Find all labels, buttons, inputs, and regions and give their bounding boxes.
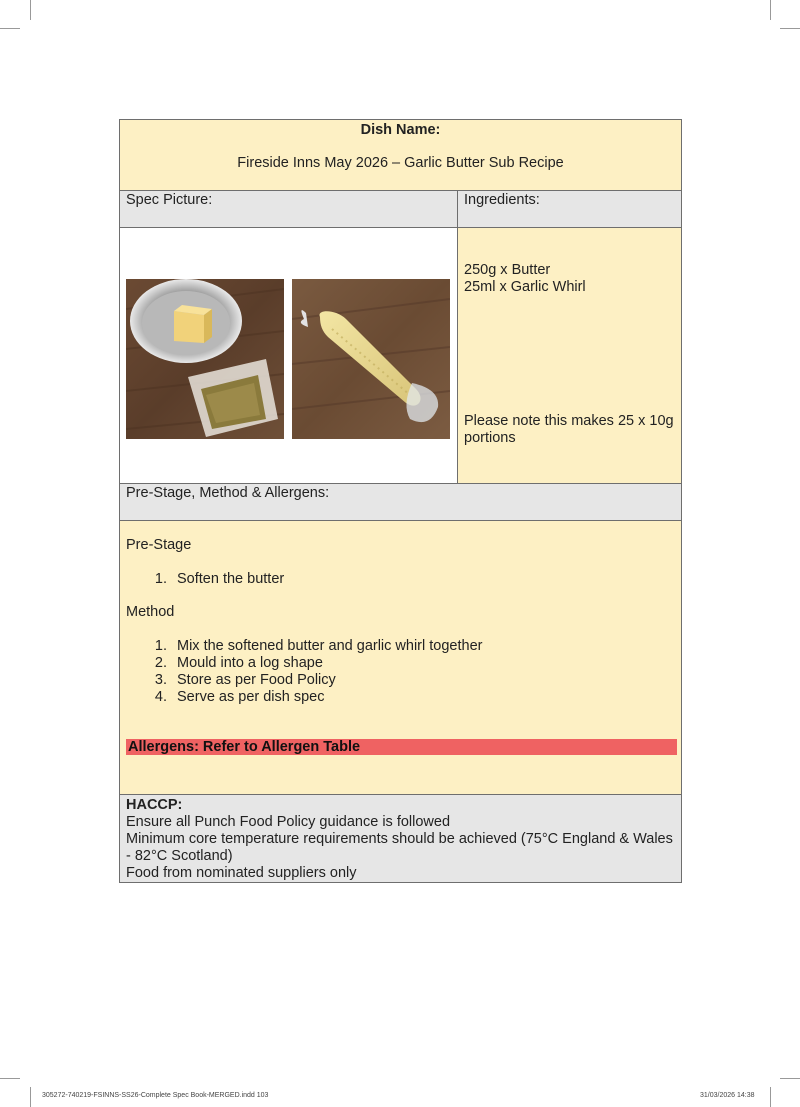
crop-mark: [30, 0, 31, 20]
method-cell: [120, 521, 682, 795]
allergens-bar: Allergens: Refer to Allergen Table: [126, 739, 677, 755]
method-label: Method: [126, 604, 175, 620]
spec-table: [119, 119, 682, 883]
ingredients-list: [464, 262, 586, 296]
haccp-line: Ensure all Punch Food Policy guidance is followed: [126, 814, 451, 830]
method-step: 2. Mould into a log shape: [171, 655, 482, 672]
spec-photo-ingredients: [126, 279, 284, 439]
method-step: 1. Mix the softened butter and garlic whirl together: [171, 638, 482, 655]
crop-mark: [0, 28, 20, 29]
dish-name: Fireside Inns May 2026 – Garlic Butter Sub Recipe: [237, 155, 564, 171]
crop-mark: [30, 1087, 31, 1107]
footer-file-info: 305272-740219-FSINNS-SS26-Complete Spec Book-MERGED.indd 103: [42, 1092, 269, 1099]
spec-photo-butter-log: [292, 279, 450, 439]
crop-mark: [0, 1078, 20, 1079]
crop-mark: [770, 1087, 771, 1107]
method-steps: [146, 638, 482, 706]
footer-date: 31/03/2026 14:38: [700, 1092, 755, 1099]
spec-picture-cell: [120, 228, 458, 484]
pre-stage-step: 1. Soften the butter: [171, 571, 284, 588]
ingredient-item: 25ml x Garlic Whirl: [464, 279, 586, 295]
crop-mark: [770, 0, 771, 20]
spec-picture-header: Spec Picture:: [120, 191, 458, 228]
method-step: 3. Store as per Food Policy: [171, 672, 482, 689]
haccp-title: HACCP:: [126, 797, 183, 813]
crop-mark: [780, 28, 800, 29]
pre-stage-steps: [146, 571, 284, 588]
ingredients-cell: [458, 228, 682, 484]
ingredients-header: Ingredients:: [458, 191, 682, 228]
pre-stage-label: Pre-Stage: [126, 537, 192, 553]
dish-title-cell: [120, 120, 682, 191]
crop-mark: [780, 1078, 800, 1079]
haccp-line: Food from nominated suppliers only: [126, 865, 357, 881]
pre-stage-method-header: Pre-Stage, Method & Allergens:: [120, 484, 682, 521]
dish-name-label: Dish Name:: [360, 122, 441, 138]
haccp-cell: [120, 795, 682, 883]
ingredient-item: 250g x Butter: [464, 262, 551, 278]
haccp-line: Minimum core temperature requirements should be achieved (75°C England & Wales - 82°C Scotland): [126, 831, 673, 864]
method-step: 4. Serve as per dish spec: [171, 689, 482, 706]
portions-note: Please note this makes 25 x 10g portions: [464, 413, 674, 446]
